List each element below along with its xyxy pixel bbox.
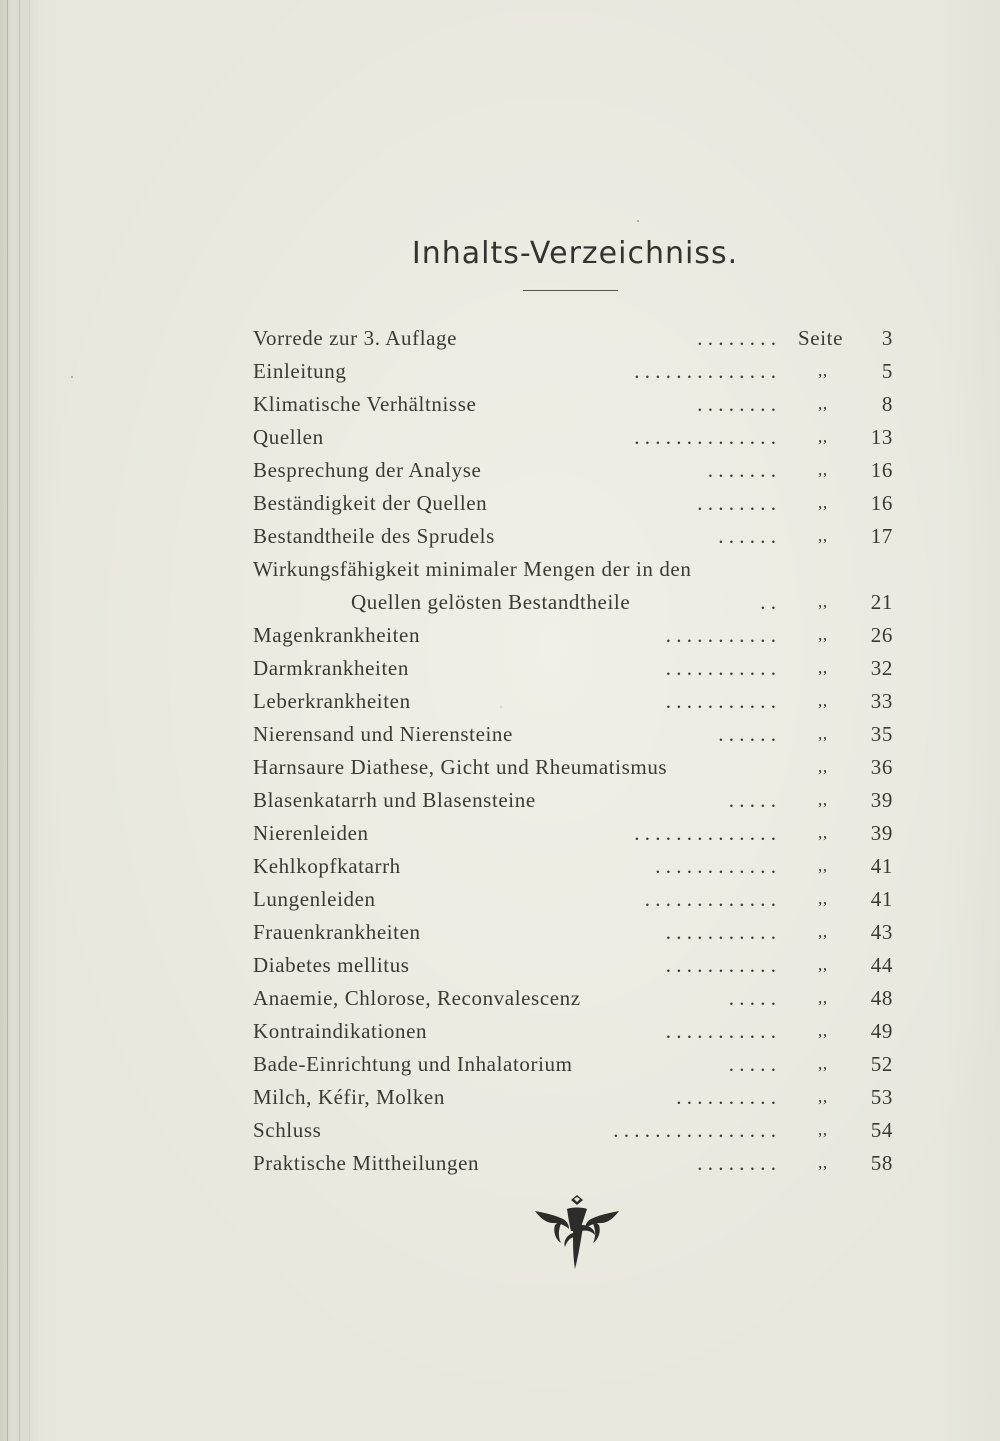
toc-entry [253,422,898,452]
toc-entry-title: Vorrede zur 3. Auflage [253,326,458,350]
dot-leader: . . . . . . . . . . . . . . [634,359,776,383]
toc-entry-title: Harnsaure Diathese, Gicht und Rheumatismus [253,755,668,779]
toc-entry [253,752,898,782]
toc-entry-title: Bade-Einrichtung und Inhalatorium [253,1052,573,1076]
dot-leader: . . . . . . . . [697,326,776,350]
toc-entry [253,554,898,584]
toc-page-number: 35 [870,722,893,746]
ditto-mark: ,, [818,1153,828,1172]
toc-page-number: 13 [870,425,893,449]
ditto-mark: ,, [818,790,828,809]
ditto-mark: ,, [818,625,828,644]
seite-label: Seite [798,326,843,350]
dot-leader: . . . . . . . . [697,491,776,515]
toc-entry [253,1148,898,1178]
dot-leader: . . . . . . . . [697,1151,776,1175]
ditto-mark: ,, [818,988,828,1007]
dot-leader: . . . . . . . . . . [676,1085,776,1109]
paper-speck [637,220,639,222]
ditto-mark: ,, [818,460,828,479]
toc-page-number: 39 [870,788,893,812]
toc-page-number: 41 [870,887,893,911]
toc-entry [253,719,898,749]
toc-entry-title: Blasenkatarrh und Blasensteine [253,788,536,812]
dot-leader: . . . . . . . . . . . [665,920,776,944]
toc-entry [253,818,898,848]
toc-entry-title: Lungenleiden [253,887,376,911]
toc-entry [253,323,898,353]
ditto-mark: ,, [818,361,828,380]
ditto-mark: ,, [818,658,828,677]
toc-entry-title: Einleitung [253,359,347,383]
toc-page-number: 52 [870,1052,893,1076]
toc-page-number: 32 [870,656,893,680]
dot-leader: . . . . . . [718,722,776,746]
dot-leader: . . . . . . . . . . . [665,623,776,647]
toc-entry-title: Quellen [253,425,324,449]
ditto-mark: ,, [818,1021,828,1040]
toc-entry [253,455,898,485]
dot-leader: . . [760,590,776,614]
ditto-mark: ,, [818,1120,828,1139]
toc-page-number: 26 [870,623,893,647]
toc-page-number: 58 [870,1151,893,1175]
toc-page-number: 3 [881,326,893,350]
toc-page-number: 17 [870,524,893,548]
toc-page-number: 5 [881,359,893,383]
dot-leader: . . . . . . [718,524,776,548]
toc-page-number: 53 [870,1085,893,1109]
dot-leader: . . . . . . . . . . . . . . [634,821,776,845]
ditto-mark: ,, [818,592,828,611]
toc-entry-title: Schluss [253,1118,322,1142]
toc-entry [253,488,898,518]
dot-leader: . . . . . . . . [697,392,776,416]
dot-leader: . . . . . . . . . . . [665,1019,776,1043]
ditto-mark: ,, [818,955,828,974]
toc-page-number: 43 [870,920,893,944]
toc-entry [253,983,898,1013]
toc-entry-title: Diabetes mellitus [253,953,410,977]
toc-entry [253,950,898,980]
ditto-mark: ,, [818,757,828,776]
toc-entry-title: Kehlkopfkatarrh [253,854,401,878]
toc-entry-title: Leberkrankheiten [253,689,411,713]
toc-page-number: 36 [870,755,893,779]
toc-entry [253,1082,898,1112]
toc-entry [253,917,898,947]
ditto-mark: ,, [818,691,828,710]
toc-page-number: 44 [870,953,893,977]
dot-leader: . . . . . . . . . . . [665,953,776,977]
toc-entry [253,1115,898,1145]
toc-entry-title: Praktische Mittheilungen [253,1151,480,1175]
toc-page-number: 39 [870,821,893,845]
toc-page-number: 33 [870,689,893,713]
ditto-mark: ,, [818,724,828,743]
toc-entry [253,620,898,650]
dot-leader: . . . . . . . [707,458,776,482]
toc-entry-title: Beständigkeit der Quellen [253,491,488,515]
toc-page-number: 16 [870,491,893,515]
fleuron-ornament-icon [533,1195,621,1271]
toc-entry-title: Klimatische Verhältnisse [253,392,477,416]
ditto-mark: ,, [818,1054,828,1073]
ditto-mark: ,, [818,526,828,545]
ditto-mark: ,, [818,823,828,842]
paper-speck [500,706,502,708]
toc-page-number: 41 [870,854,893,878]
toc-page-number: 48 [870,986,893,1010]
toc-page-number: 16 [870,458,893,482]
toc-entry [253,521,898,551]
dot-leader: . . . . . [728,1052,776,1076]
ditto-mark: ,, [818,856,828,875]
toc-entry [253,851,898,881]
ditto-mark: ,, [818,1087,828,1106]
ditto-mark: ,, [818,922,828,941]
toc-page-number: 21 [870,590,893,614]
ditto-mark: ,, [818,427,828,446]
paper-speck [71,376,73,378]
toc-entry-title: Kontraindikationen [253,1019,428,1043]
toc-entry [253,785,898,815]
dot-leader: . . . . . . . . . . . . . . . . [613,1118,776,1142]
dot-leader: . . . . . [728,788,776,812]
ditto-mark: ,, [818,493,828,512]
toc-entry-title-continuation: Quellen gelösten Bestandtheile [351,590,631,614]
toc-page-number: 49 [870,1019,893,1043]
ditto-mark: ,, [818,394,828,413]
dot-leader: . . . . . . . . . . . [665,656,776,680]
dot-leader: . . . . . . . . . . . . . [644,887,776,911]
toc-entry [253,389,898,419]
dot-leader: . . . . . [728,986,776,1010]
toc-entry-title: Magenkrankheiten [253,623,421,647]
ditto-mark: ,, [818,889,828,908]
toc-entry-title: Bestandtheile des Sprudels [253,524,495,548]
toc-entry-title: Nierenleiden [253,821,369,845]
page-title: Inhalts-Verzeichniss. [411,236,739,271]
toc-entry [253,884,898,914]
toc-page-number: 8 [881,392,893,416]
toc-entry-title: Milch, Kéfir, Molken [253,1085,445,1109]
toc-entry [253,653,898,683]
toc-entry-title: Besprechung der Analyse [253,458,482,482]
dot-leader: . . . . . . . . . . . . . . [634,425,776,449]
toc-entry-continuation [253,587,898,617]
toc-entry-title: Anaemie, Chlorose, Reconvalescenz [253,986,581,1010]
toc-entry [253,356,898,386]
dot-leader: . . . . . . . . . . . [665,689,776,713]
toc-page-number: 54 [870,1118,893,1142]
toc-entry-title: Frauenkrankheiten [253,920,421,944]
toc-entry [253,686,898,716]
toc-entry [253,1049,898,1079]
dot-leader: . . . . . . . . . . . . [655,854,776,878]
toc-entry-title: Wirkungsfähigkeit minimaler Mengen der in den [253,557,692,581]
toc-entry-title: Nierensand und Nierensteine [253,722,513,746]
toc-entry-title: Darmkrankheiten [253,656,409,680]
toc-entry [253,1016,898,1046]
